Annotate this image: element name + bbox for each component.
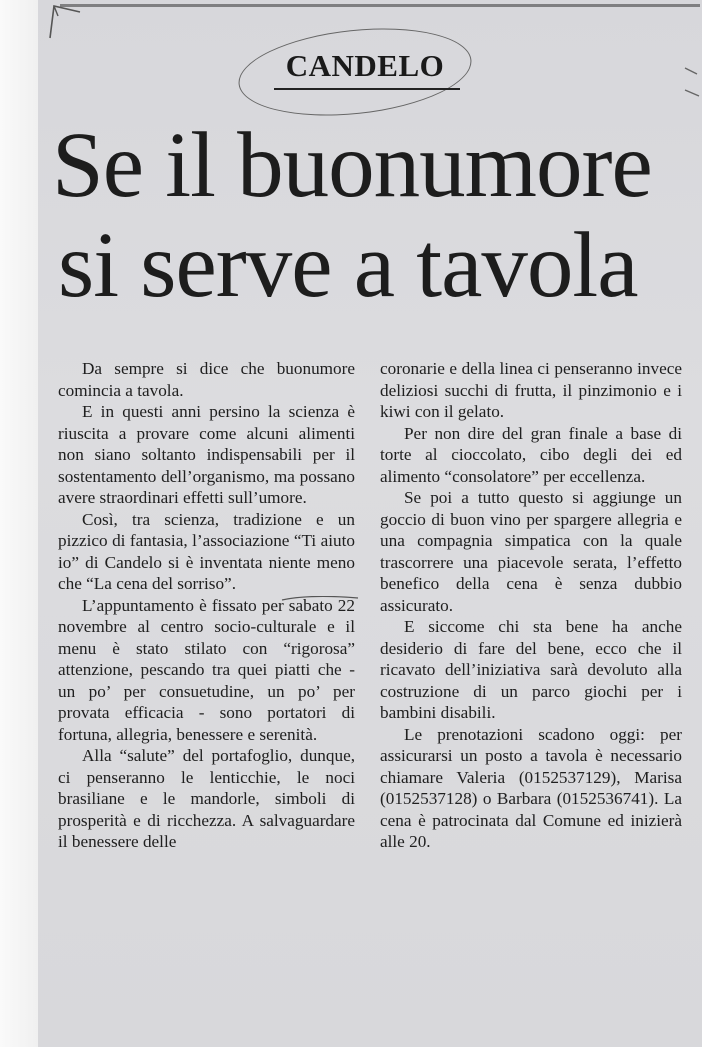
- article-headline: [48, 116, 698, 316]
- article-paragraph: E in questi anni persino la scienza è riuscita a provare come alcuni alimenti non siano soltanto indispensabili per il sostentamento dell’organismo, ma possano avere straordinari effetti sull’umore.: [58, 402, 355, 507]
- article-paragraph: L’appuntamento è fissato per sabato 22 novembre al centro socio-culturale e il menu è stato stilato con “rigorosa” attenzione, pescando tra quei piatti che - un po’ per consuetudine, un po’ per provata efficacia - sono portatori di fortuna, allegria, benessere e serenità.: [58, 595, 355, 744]
- article-paragraph: Così, tra scienza, tradizione e un pizzico di fantasia, l’associazione “Ti aiuto io” di Candelo si è inventata niente meno che “La cena del sorriso”.: [58, 509, 355, 593]
- article-paragraph: Alla “salute” del portafoglio, dunque, ci penseranno le lenticchie, le noci brasiliane e le mandorle, simboli di prosperità e di ricchezza. A salvaguardare il benessere delle: [58, 746, 355, 851]
- headline-line-1: Se il buonumore: [52, 114, 652, 217]
- article-paragraph-continuation: coronarie e della linea ci penseranno invece deliziosi succhi di frutta, il pinzimonio e i kiwi con il gelato.: [380, 359, 682, 421]
- headline-line-2: si serve a tavola: [58, 214, 638, 317]
- pen-mark-icon: [46, 2, 86, 42]
- top-rule: [60, 4, 700, 7]
- article-paragraph: E siccome chi sta bene ha anche desiderio di fare del bene, ecco che il ricavato dell’iniziativa sarà devoluto alla costruzione di un parco giochi per i bambini disabili.: [380, 617, 682, 722]
- pen-mark-icon: [683, 60, 701, 120]
- article-kicker: CANDELO: [285, 48, 445, 83]
- article-paragraph: Da sempre si dice che buonumore comincia a tavola.: [58, 359, 355, 400]
- kicker-underline: [274, 88, 460, 90]
- article-column-right: [380, 358, 682, 853]
- article-paragraph: Per non dire del gran finale a base di torte al cioccolato, cibo degli dei ed alimento “consolatore” per eccellenza.: [380, 423, 682, 486]
- pen-underline-icon: [280, 596, 360, 636]
- article-paragraph: Se poi a tutto questo si aggiunge un goccio di buon vino per spargere allegria e una compagnia simpatica con la quale trascorrere una piacevole serata, l’effetto benefico della cena è senza dubbio assicurato.: [380, 488, 682, 615]
- page-margin: [0, 0, 38, 1047]
- article-paragraph: Le prenotazioni scadono oggi: per assicurarsi un posto a tavola è necessario chiamare Valeria (0152537129), Marisa (0152537128) o Barbara (0152536741). La cena è patrocinata dal Comune ed inizierà alle 20.: [380, 724, 682, 851]
